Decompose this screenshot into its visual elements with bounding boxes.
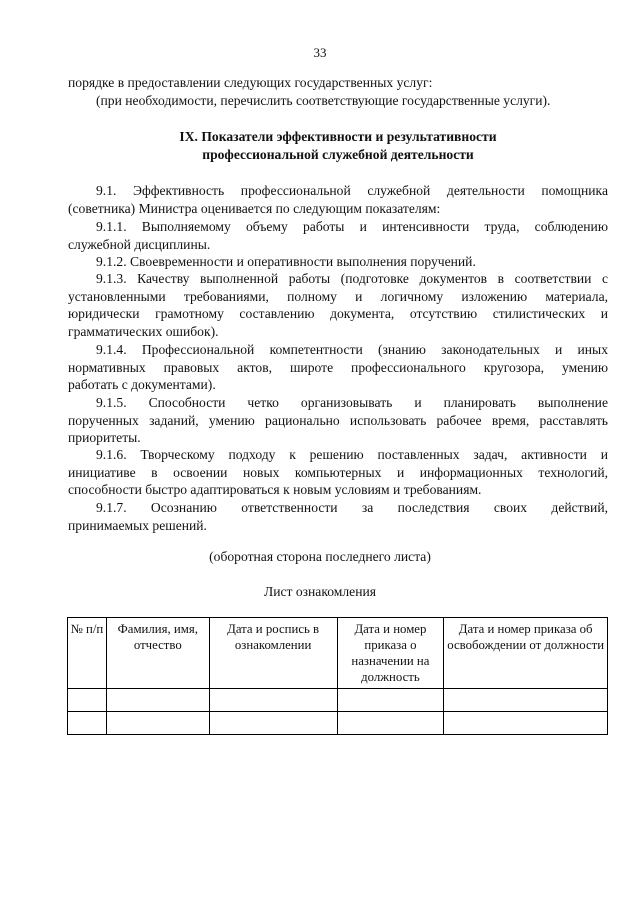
paragraph-9-1-7 (68, 499, 608, 534)
table-cell[interactable] (444, 689, 608, 712)
acquaintance-sheet-title: Лист ознакомления (263, 584, 376, 599)
paragraph-line: нормативных правовых актов, широте профессионального кругозора, умению (68, 359, 608, 375)
table-cell[interactable] (68, 712, 107, 735)
paragraph-9-1-2 (68, 253, 608, 271)
paragraph-9-1-3 (68, 270, 608, 340)
column-header-appointment-order: Дата и номер приказа о назначении на должность (337, 618, 444, 689)
table-row (68, 689, 608, 712)
table-cell[interactable] (209, 689, 337, 712)
paragraph-line: 9.1.2. Своевременности и оперативности выполнения поручений. (96, 254, 476, 269)
paragraph-9-1-6 (68, 446, 608, 499)
paragraph-9-1 (68, 182, 608, 217)
paragraph-line: 9.1. Эффективность профессиональной служебной деятельности помощника (96, 183, 608, 198)
section-heading-line-1: IX. Показатели эффективности и результативности (179, 129, 497, 144)
intro-line-1: порядке в предоставлении следующих государственных услуг: (68, 75, 433, 90)
table-row (68, 712, 608, 735)
paragraph-line: установленными требованиями, полному и логичному изложению материала, (68, 288, 608, 304)
table-header-row (68, 618, 608, 689)
paragraph-line: порученных заданий, умению рационально использовать рабочее время, расставлять (68, 412, 608, 428)
table-cell[interactable] (106, 712, 209, 735)
column-header-full-name: Фамилия, имя, отчество (106, 618, 209, 689)
paragraph-9-1-5 (68, 394, 608, 447)
paragraph-9-1-1 (68, 218, 608, 253)
section-heading-line-2: профессиональной служебной деятельности (202, 146, 474, 162)
paragraph-line: приоритеты. (68, 430, 141, 446)
paragraph-line: 9.1.6. Творческому подходу к решению поставленных задач, активности и (96, 447, 608, 462)
paragraph-line: способности быстро адаптироваться к новым условиям и требованиям. (68, 482, 482, 498)
table-cell[interactable] (444, 712, 608, 735)
section-heading (68, 128, 608, 163)
column-header-dismissal-order: Дата и номер приказа об освобождении от должности (444, 618, 608, 689)
table-cell[interactable] (106, 689, 209, 712)
reverse-side-note: (оборотная сторона последнего листа) (209, 549, 431, 564)
paragraph-line: юридически грамотному составлению документа, отсутствию стилистических и (68, 306, 608, 322)
paragraph-line: принимаемых решений. (68, 517, 207, 533)
paragraph-line: 9.1.5. Способности четко организовывать и планировать выполнение (96, 395, 608, 410)
table-cell[interactable] (68, 689, 107, 712)
paragraph-line: инициативе в освоении новых компьютерных и информационных технологий, (68, 464, 608, 480)
column-header-date-signature: Дата и роспись в ознакомлении (209, 618, 337, 689)
page-number: 33 (313, 45, 327, 60)
acquaintance-table (67, 617, 608, 735)
table-cell[interactable] (337, 689, 444, 712)
paragraph-line: служебной дисциплины. (68, 236, 211, 252)
paragraph-line: грамматических ошибок). (68, 323, 219, 339)
intro-line-2: (при необходимости, перечислить соответствующие государственные услуги). (96, 93, 551, 108)
paragraph-9-1-4 (68, 341, 608, 394)
paragraph-line: 9.1.1. Выполняемому объему работы и интенсивности труда, соблюдению (96, 219, 608, 234)
paragraph-line: 9.1.3. Качеству выполненной работы (подготовке документов в соответствии с (96, 271, 608, 286)
table-cell[interactable] (209, 712, 337, 735)
paragraph-line: (советника) Министра оценивается по следующим показателям: (68, 200, 441, 216)
paragraph-line: 9.1.7. Осознанию ответственности за последствия своих действий, (96, 500, 608, 515)
paragraph-line: работать с документами). (68, 377, 216, 393)
paragraph-line: 9.1.4. Профессиональной компетентности (знанию законодательных и иных (96, 342, 608, 357)
table-cell[interactable] (337, 712, 444, 735)
column-header-number: № п/п (68, 618, 107, 689)
